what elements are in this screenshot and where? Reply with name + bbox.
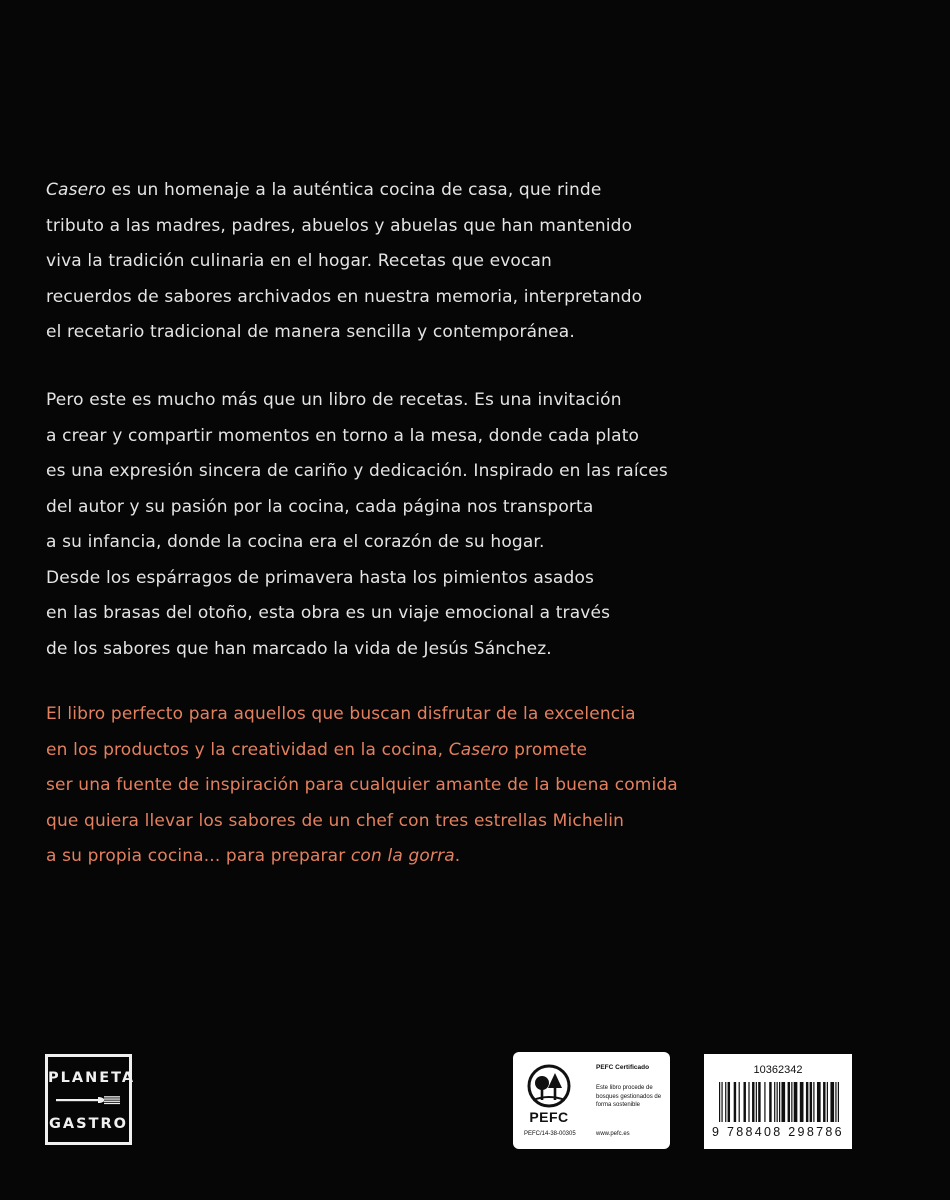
barcode-bar <box>739 1082 740 1122</box>
text-line: recuerdos de sabores archivados en nuestra memoria, interpretando <box>46 286 643 307</box>
barcode-bar <box>781 1082 785 1122</box>
barcode-bar <box>774 1082 775 1122</box>
barcode-bar <box>830 1082 834 1122</box>
text-line: el recetario tradicional de manera sencilla y contemporánea. <box>46 322 575 342</box>
text-line: Desde los espárragos de primavera hasta los pimientos asados <box>46 567 595 588</box>
pefc-website: www.pefc.es <box>596 1131 630 1137</box>
barcode-bar <box>813 1082 814 1122</box>
book-title-italic: Casero <box>46 180 106 200</box>
barcode-bar <box>734 1082 736 1122</box>
barcode-bar <box>728 1082 730 1122</box>
barcode-bar <box>817 1082 821 1122</box>
text-line: tributo a las madres, padres, abuelos y abuelas que han mantenido <box>46 215 633 236</box>
text-line: que quiera llevar los sabores de un chef con tres estrellas Michelin <box>46 810 625 831</box>
barcode-bars <box>719 1082 839 1126</box>
text-line: Pero este es mucho más que un libro de recetas. Es una invitación <box>46 390 622 410</box>
text-line: a su propia cocina... para preparar con la gorra. <box>46 846 461 866</box>
barcode-bar <box>823 1082 825 1122</box>
text-line: del autor y su pasión por la cocina, cada página nos transporta <box>46 496 594 517</box>
logo-word-gastro: GASTRO <box>49 1116 128 1132</box>
text-line: en los productos y la creatividad en la cocina, Casero promete <box>46 739 588 760</box>
text-line: a su infancia, donde la cocina era el corazón de su hogar. <box>46 532 545 552</box>
barcode-bar <box>725 1082 726 1122</box>
barcode-bar <box>743 1082 745 1122</box>
barcode-bar <box>788 1082 790 1122</box>
barcode-bar <box>764 1082 765 1122</box>
barcode-bar <box>721 1082 722 1122</box>
barcode-bar <box>806 1082 808 1122</box>
barcode-bar <box>827 1082 828 1122</box>
barcode-bar <box>794 1082 798 1122</box>
pefc-trees-icon <box>527 1064 571 1108</box>
barcode-bar <box>791 1082 792 1122</box>
pefc-code: PEFC/14-38-00305 <box>524 1131 576 1137</box>
pefc-description: Este libro procede de bosques gestionados de forma sostenible <box>596 1085 662 1108</box>
text-line: El libro perfecto para aquellos que buscan disfrutar de la excelencia <box>46 704 636 724</box>
barcode-bar <box>758 1082 760 1122</box>
barcode-bar <box>769 1082 771 1122</box>
barcode-bar <box>779 1082 780 1122</box>
pefc-title: PEFC Certificado <box>596 1064 650 1071</box>
barcode-bar <box>800 1082 804 1122</box>
barcode-bar <box>748 1082 749 1122</box>
book-title-italic: Casero <box>448 739 509 760</box>
text-line: ser una fuente de inspiración para cualquier amante de la buena comida <box>46 775 678 795</box>
barcode-bar <box>756 1082 757 1122</box>
isbn-barcode <box>704 1054 852 1149</box>
pefc-brand: PEFC <box>529 1109 569 1125</box>
planeta-gastro-logo <box>45 1054 136 1145</box>
logo-word-planeta: PLANETA <box>48 1070 136 1086</box>
fork-icon <box>56 1095 122 1105</box>
description-paragraph-1 <box>46 173 926 351</box>
barcode-bar <box>835 1082 836 1122</box>
text-line: a crear y compartir momentos en torno a la mesa, donde cada plato <box>46 425 640 446</box>
text-line: es una expresión sincera de cariño y dedicación. Inspirado en las raíces <box>46 461 668 481</box>
barcode-bar <box>777 1082 778 1122</box>
text-line: en las brasas del otoño, esta obra es un viaje emocional a través <box>46 603 611 623</box>
barcode-bar <box>838 1082 839 1122</box>
italic-phrase: con la gorra <box>350 846 455 866</box>
barcode-bar <box>752 1082 754 1122</box>
text-line: de los sabores que han marcado la vida de Jesús Sánchez. <box>46 638 552 659</box>
isbn-number: 9 788408 298786 <box>712 1125 844 1139</box>
barcode-reference: 10362342 <box>753 1064 803 1076</box>
highlight-paragraph <box>46 697 926 875</box>
text-line: Casero es un homenaje a la auténtica cocina de casa, que rinde <box>46 180 602 200</box>
barcode-bar <box>719 1082 720 1122</box>
text-line: viva la tradición culinaria en el hogar. Recetas que evocan <box>46 251 552 271</box>
pefc-certification-badge <box>513 1052 670 1149</box>
barcode-bar <box>810 1082 812 1122</box>
description-paragraph-2 <box>46 383 926 667</box>
